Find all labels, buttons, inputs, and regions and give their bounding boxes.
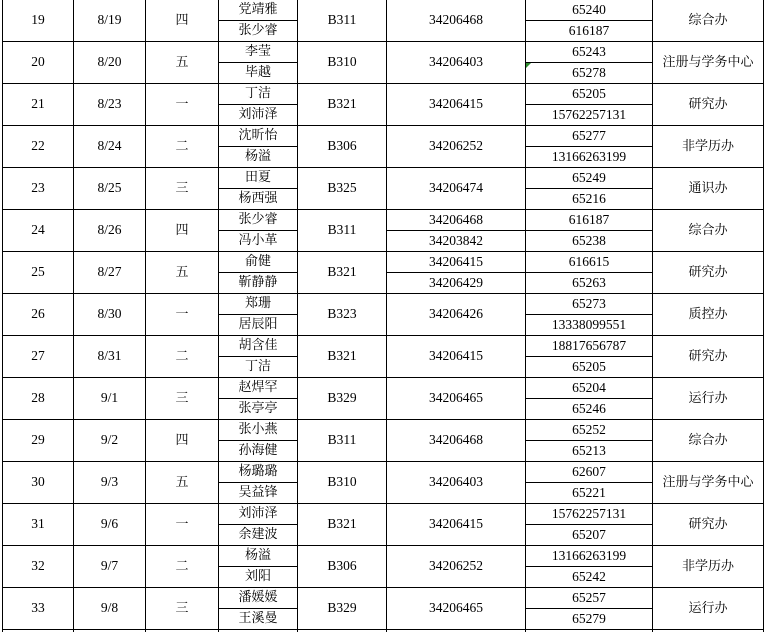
weekday: 二 (175, 558, 189, 574)
staff-name: 杨璐璐 (238, 464, 278, 479)
weekday: 五 (175, 54, 189, 70)
staff-name: 刘沛泽 (238, 506, 278, 521)
duty-date: 9/1 (100, 390, 119, 406)
cell-divider (218, 482, 298, 483)
duty-date: 8/20 (97, 54, 122, 70)
staff-name: 余建波 (238, 527, 278, 542)
column-border (145, 0, 146, 632)
staff-name: 赵焊罕 (238, 380, 278, 395)
cell-divider (525, 398, 653, 399)
room-number: B329 (327, 600, 357, 616)
extension-number: 65204 (572, 379, 606, 395)
office-name: 通识办 (688, 180, 728, 196)
row-border (2, 629, 764, 630)
row-number: 20 (31, 54, 45, 70)
staff-name: 郑珊 (244, 296, 271, 311)
duty-date: 8/23 (97, 96, 122, 112)
staff-name: 丁洁 (244, 359, 271, 374)
column-border (525, 0, 526, 632)
extension-number: 65278 (572, 64, 606, 80)
room-number: B306 (327, 138, 357, 154)
phone-number: 34203842 (429, 232, 483, 248)
office-name: 注册与学务中心 (662, 54, 754, 70)
phone-number: 34206429 (429, 274, 483, 290)
cell-divider (218, 440, 298, 441)
extension-number: 13338099551 (551, 316, 627, 332)
extension-number: 65277 (572, 127, 606, 143)
staff-name: 俞健 (244, 254, 271, 269)
extension-number: 65216 (572, 190, 606, 206)
office-name: 研究办 (688, 264, 728, 280)
extension-number: 15762257131 (551, 106, 627, 122)
extension-number: 65238 (572, 232, 606, 248)
extension-number: 65207 (572, 526, 606, 542)
extension-number: 65213 (572, 442, 606, 458)
weekday: 一 (175, 306, 189, 322)
room-number: B311 (327, 432, 357, 448)
cell-divider (525, 608, 653, 609)
office-name: 运行办 (688, 390, 728, 406)
cell-divider (386, 272, 526, 273)
column-border (73, 0, 74, 632)
extension-number: 65205 (572, 358, 606, 374)
office-name: 非学历办 (681, 138, 734, 154)
phone-number: 34206415 (429, 96, 483, 112)
row-number: 19 (31, 12, 45, 28)
staff-name: 胡含佳 (238, 338, 278, 353)
cell-divider (218, 272, 298, 273)
cell-divider (218, 398, 298, 399)
extension-number: 15762257131 (551, 505, 627, 521)
weekday: 五 (175, 264, 189, 280)
weekday: 三 (175, 390, 189, 406)
duty-date: 9/2 (100, 432, 119, 448)
weekday: 一 (175, 516, 189, 532)
duty-date: 8/25 (97, 180, 122, 196)
cell-divider (525, 356, 653, 357)
row-number: 30 (31, 474, 45, 490)
comment-marker (526, 63, 531, 68)
staff-name: 刘阳 (244, 569, 271, 584)
extension-number: 13166263199 (551, 547, 627, 563)
room-number: B325 (327, 180, 357, 196)
row-number: 29 (31, 432, 45, 448)
staff-name: 张少睿 (238, 212, 278, 227)
cell-divider (525, 524, 653, 525)
cell-divider (525, 272, 653, 273)
column-border (652, 0, 653, 632)
duty-date: 8/24 (97, 138, 122, 154)
staff-name: 李莹 (244, 44, 271, 59)
row-number: 22 (31, 138, 45, 154)
cell-divider (525, 188, 653, 189)
staff-name: 田夏 (244, 170, 271, 185)
phone-number: 34206403 (429, 474, 483, 490)
office-name: 质控办 (688, 306, 728, 322)
staff-name: 刘沛泽 (238, 107, 278, 122)
cell-divider (525, 482, 653, 483)
weekday: 四 (175, 432, 189, 448)
phone-number: 34206415 (429, 253, 483, 269)
cell-divider (218, 356, 298, 357)
extension-number: 65249 (572, 169, 606, 185)
extension-number: 65273 (572, 295, 606, 311)
office-name: 研究办 (688, 516, 728, 532)
phone-number: 34206252 (429, 558, 483, 574)
extension-number: 62607 (572, 463, 606, 479)
staff-name: 靳静静 (238, 275, 278, 290)
phone-number: 34206415 (429, 516, 483, 532)
extension-number: 65263 (572, 274, 606, 290)
room-number: B321 (327, 96, 357, 112)
cell-divider (525, 566, 653, 567)
staff-name: 杨溢 (244, 149, 271, 164)
cell-divider (218, 524, 298, 525)
duty-date: 9/7 (100, 558, 119, 574)
room-number: B321 (327, 516, 357, 532)
room-number: B310 (327, 474, 357, 490)
extension-number: 65240 (572, 1, 606, 17)
office-name: 研究办 (688, 96, 728, 112)
room-number: B306 (327, 558, 357, 574)
extension-number: 65257 (572, 589, 606, 605)
row-number: 27 (31, 348, 45, 364)
extension-number: 65221 (572, 484, 606, 500)
duty-date: 9/3 (100, 474, 119, 490)
cell-divider (525, 230, 653, 231)
cell-divider (218, 188, 298, 189)
cell-divider (525, 62, 653, 63)
duty-date: 8/27 (97, 264, 122, 280)
duty-date: 8/19 (97, 12, 122, 28)
staff-name: 杨溢 (244, 548, 271, 563)
row-number: 31 (31, 516, 45, 532)
room-number: B310 (327, 54, 357, 70)
weekday: 一 (175, 96, 189, 112)
extension-number: 616615 (568, 253, 610, 269)
room-number: B329 (327, 390, 357, 406)
column-border (763, 0, 764, 632)
staff-name: 冯小革 (238, 233, 278, 248)
cell-divider (218, 608, 298, 609)
cell-divider (218, 20, 298, 21)
staff-name: 潘媛媛 (238, 590, 278, 605)
staff-name: 丁洁 (244, 86, 271, 101)
duty-date: 9/6 (100, 516, 119, 532)
duty-date: 8/26 (97, 222, 122, 238)
weekday: 三 (175, 600, 189, 616)
staff-name: 沈昕怡 (238, 128, 278, 143)
row-number: 33 (31, 600, 45, 616)
phone-number: 34206474 (429, 180, 483, 196)
phone-number: 34206468 (429, 211, 483, 227)
cell-divider (525, 146, 653, 147)
row-number: 25 (31, 264, 45, 280)
staff-name: 党靖雅 (238, 2, 278, 17)
row-number: 23 (31, 180, 45, 196)
cell-divider (218, 104, 298, 105)
cell-divider (525, 314, 653, 315)
extension-number: 65242 (572, 568, 606, 584)
weekday: 二 (175, 138, 189, 154)
extension-number: 65205 (572, 85, 606, 101)
room-number: B311 (327, 222, 357, 238)
office-name: 非学历办 (681, 558, 734, 574)
phone-number: 34206465 (429, 390, 483, 406)
extension-number: 65279 (572, 610, 606, 626)
row-number: 28 (31, 390, 45, 406)
duty-date: 8/30 (97, 306, 122, 322)
office-name: 注册与学务中心 (662, 474, 754, 490)
phone-number: 34206468 (429, 432, 483, 448)
room-number: B323 (327, 306, 357, 322)
column-border (218, 0, 219, 632)
cell-divider (218, 62, 298, 63)
staff-name: 毕越 (244, 65, 271, 80)
phone-number: 34206468 (429, 12, 483, 28)
cell-divider (218, 230, 298, 231)
extension-number: 616187 (568, 22, 610, 38)
weekday: 三 (175, 180, 189, 196)
office-name: 运行办 (688, 600, 728, 616)
staff-name: 张少睿 (238, 23, 278, 38)
extension-number: 65243 (572, 43, 606, 59)
extension-number: 65252 (572, 421, 606, 437)
row-number: 24 (31, 222, 45, 238)
cell-divider (386, 230, 526, 231)
duty-date: 8/31 (97, 348, 122, 364)
room-number: B321 (327, 264, 357, 280)
staff-name: 张小燕 (238, 422, 278, 437)
office-name: 综合办 (688, 432, 728, 448)
extension-number: 18817656787 (551, 337, 627, 353)
cell-divider (525, 104, 653, 105)
office-name: 研究办 (688, 348, 728, 364)
column-border (386, 0, 387, 632)
office-name: 综合办 (688, 222, 728, 238)
phone-number: 34206465 (429, 600, 483, 616)
cell-divider (525, 440, 653, 441)
staff-name: 居辰阳 (238, 317, 278, 332)
duty-date: 9/8 (100, 600, 119, 616)
office-name: 综合办 (688, 12, 728, 28)
row-number: 26 (31, 306, 45, 322)
phone-number: 34206252 (429, 138, 483, 154)
cell-divider (218, 314, 298, 315)
phone-number: 34206403 (429, 54, 483, 70)
staff-name: 张亭亭 (238, 401, 278, 416)
staff-name: 孙海健 (238, 443, 278, 458)
row-number: 21 (31, 96, 45, 112)
row-number: 32 (31, 558, 45, 574)
cell-divider (218, 146, 298, 147)
weekday: 四 (175, 12, 189, 28)
staff-name: 吴益锋 (238, 485, 278, 500)
extension-number: 13166263199 (551, 148, 627, 164)
extension-number: 65246 (572, 400, 606, 416)
cell-divider (525, 20, 653, 21)
cell-divider (218, 566, 298, 567)
weekday: 四 (175, 222, 189, 238)
staff-name: 王溪曼 (238, 611, 278, 626)
room-number: B321 (327, 348, 357, 364)
phone-number: 34206415 (429, 348, 483, 364)
weekday: 二 (175, 348, 189, 364)
column-border (297, 0, 298, 632)
column-border (2, 0, 3, 632)
staff-name: 杨西强 (238, 191, 278, 206)
phone-number: 34206426 (429, 306, 483, 322)
extension-number: 616187 (568, 211, 610, 227)
room-number: B311 (327, 12, 357, 28)
weekday: 五 (175, 474, 189, 490)
